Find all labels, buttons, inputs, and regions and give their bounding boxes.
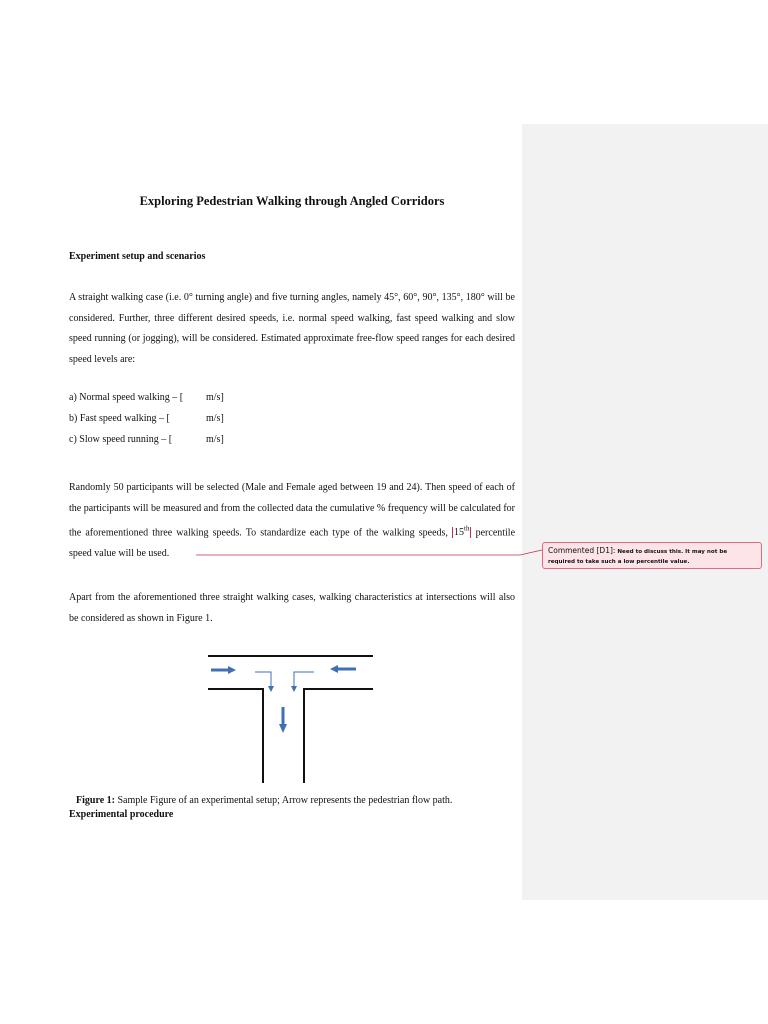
list-item-label: c) Slow speed running – [: [69, 434, 173, 445]
list-item-label: b) Fast speed walking – [: [69, 413, 170, 424]
section-heading-procedure: Experimental procedure: [69, 809, 174, 820]
flow-arrow-down-icon: [279, 707, 287, 733]
comment-balloon[interactable]: [542, 542, 762, 569]
highlight-number: 15: [454, 527, 465, 539]
figure-caption: [76, 795, 452, 806]
corridor-right-wall: [304, 689, 373, 783]
figure-caption-label: Figure 1:: [76, 795, 115, 806]
section-heading-setup: Experiment setup and scenarios: [69, 251, 206, 262]
document-title: Exploring Pedestrian Walking through Angled Corridors: [139, 194, 445, 208]
comment-label: Commented [D1]:: [548, 546, 616, 555]
paragraph-text-start: Randomly 50 participants will be selected (Male and Female aged between 19 and 24). Then speed of each of the participants will be measured and from the collected data the cumulative % frequency will be calculated for the aforementioned three walking speeds. To standardize each type of the walking speeds,: [69, 482, 515, 539]
list-item-label: a) Normal speed walking – [: [69, 392, 184, 403]
paragraph-text-end: percentile speed value will be used.: [69, 527, 516, 559]
list-item-unit: m/s]: [206, 434, 224, 445]
comment-text: Need to discuss this. It may not be required to take such a low percentile value.: [548, 549, 728, 565]
figure-caption-text: Sample Figure of an experimental setup; Arrow represents the pedestrian flow path.: [117, 795, 453, 806]
flow-arrow-right-icon: [330, 665, 356, 673]
corridor-left-wall: [208, 689, 263, 783]
list-item-unit: m/s]: [206, 413, 224, 424]
list-item-unit: m/s]: [206, 392, 224, 403]
paragraph-scenarios: A straight walking case (i.e. 0° turning angle) and five turning angles, namely 45°, 60°, 90°, 135°, 180° will be considered. Further, three different desired speeds, i.e. normal speed walking, fast speed walking and slow speed running (or jogging), will be considered. Estimated approximate free-flow speed ranges for each desired speed levels are:: [69, 292, 515, 365]
t-intersection-figure: [208, 656, 373, 783]
flow-arrow-left-icon: [211, 666, 236, 674]
highlight-superscript: th: [464, 525, 470, 533]
comment-connector-line: [196, 550, 542, 555]
paragraph-intersections: Apart from the aforementioned three straight walking cases, walking characteristics at intersections will also be considered as shown in Figure 1.: [69, 592, 515, 624]
